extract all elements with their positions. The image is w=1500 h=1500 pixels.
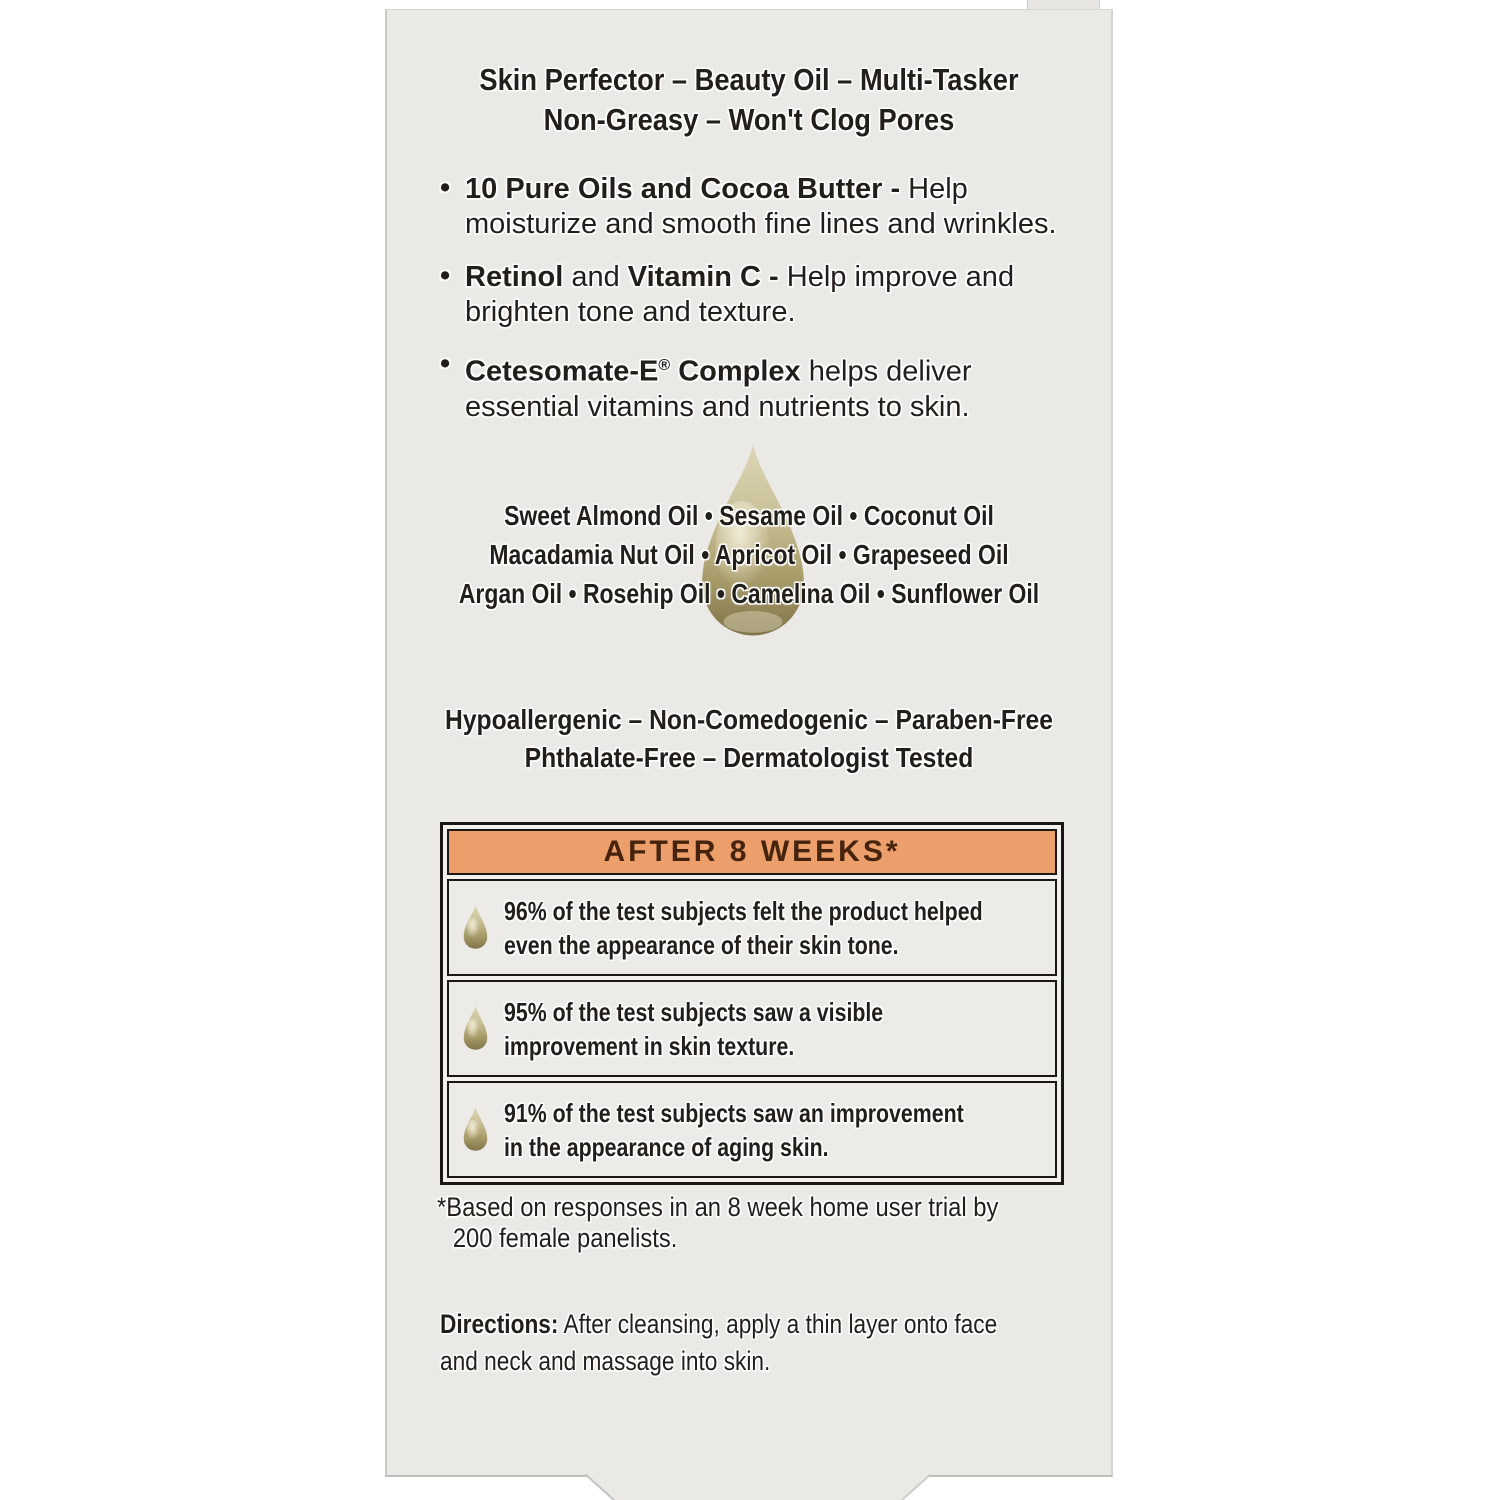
result-line2: in the appearance of aging skin. bbox=[504, 1131, 829, 1162]
attributes-line1: Hypoallergenic – Non-Comedogenic – Paraben-Free bbox=[445, 704, 1053, 735]
feature-list bbox=[440, 172, 1100, 443]
bullet-icon: • bbox=[440, 348, 451, 380]
feature-item-cetesomate bbox=[440, 348, 1100, 425]
headline-line1: Skin Perfector – Beauty Oil – Multi-Tasker bbox=[479, 62, 1019, 97]
oil-drop-icon bbox=[460, 904, 491, 951]
result-line2: improvement in skin texture. bbox=[504, 1030, 795, 1061]
feature-text: and bbox=[563, 261, 628, 293]
result-line1: 96% of the test subjects felt the product helped bbox=[504, 895, 983, 926]
results-title: AFTER 8 WEEKS* bbox=[603, 835, 901, 868]
results-footnote bbox=[437, 1192, 998, 1254]
feature-text: moisturize and smooth fine lines and wrinkles. bbox=[465, 208, 1057, 240]
result-line1: 95% of the test subjects saw a visible bbox=[504, 996, 884, 1027]
footnote-line1: *Based on responses in an 8 week home user trial by bbox=[437, 1192, 999, 1222]
result-row bbox=[447, 879, 1057, 976]
feature-text: Help bbox=[908, 173, 968, 205]
result-text bbox=[504, 995, 883, 1063]
oils-line3: Argan Oil • Rosehip Oil • Camelina Oil • Sunflower Oil bbox=[458, 578, 1040, 609]
oil-drop-icon bbox=[460, 1005, 491, 1052]
bullet-icon: • bbox=[440, 260, 451, 292]
oils-line1: Sweet Almond Oil • Sesame Oil • Coconut Oil bbox=[504, 500, 994, 531]
oils-line2: Macadamia Nut Oil • Apricot Oil • Grapeseed Oil bbox=[489, 539, 1009, 570]
product-claims-headline bbox=[429, 60, 1070, 140]
feature-text: essential vitamins and nutrients to skin. bbox=[465, 390, 970, 423]
directions bbox=[440, 1306, 997, 1380]
box-bottom-flap bbox=[585, 1474, 931, 1500]
feature-bold-text: Retinol bbox=[465, 261, 564, 293]
product-attributes bbox=[429, 701, 1070, 777]
result-line2: even the appearance of their skin tone. bbox=[504, 929, 899, 960]
directions-label: Directions: bbox=[440, 1309, 559, 1339]
result-row bbox=[447, 980, 1057, 1077]
feature-bold-text: Cetesomate-E bbox=[465, 355, 659, 388]
directions-text1: After cleansing, apply a thin layer onto face bbox=[558, 1309, 998, 1339]
footnote-line2: 200 female panelists. bbox=[452, 1223, 678, 1253]
directions-text2: and neck and massage into skin. bbox=[440, 1346, 771, 1376]
feature-text: Help improve and bbox=[786, 261, 1015, 293]
feature-text: brighten tone and texture. bbox=[465, 296, 796, 328]
result-line1: 91% of the test subjects saw an improvement bbox=[504, 1097, 964, 1128]
feature-bold-text: Complex bbox=[670, 355, 801, 388]
results-header bbox=[447, 829, 1057, 875]
result-text bbox=[504, 894, 983, 962]
registered-trademark-symbol: ® bbox=[658, 357, 671, 374]
feature-bold-text: Vitamin C - bbox=[627, 261, 787, 293]
feature-item-retinol-vitc bbox=[440, 260, 1100, 330]
attributes-line2: Phthalate-Free – Dermatologist Tested bbox=[524, 742, 974, 773]
feature-item-oils-cocoa bbox=[440, 172, 1100, 242]
feature-text: helps deliver bbox=[800, 355, 972, 388]
result-text bbox=[504, 1096, 964, 1164]
result-row bbox=[447, 1081, 1057, 1178]
oil-drop-icon bbox=[460, 1106, 491, 1153]
clinical-results-box bbox=[440, 822, 1064, 1185]
bullet-icon: • bbox=[440, 172, 451, 204]
feature-bold-text: 10 Pure Oils and Cocoa Butter - bbox=[465, 173, 909, 205]
oil-ingredients-list bbox=[451, 496, 1048, 613]
headline-line2: Non-Greasy – Won't Clog Pores bbox=[543, 102, 955, 137]
